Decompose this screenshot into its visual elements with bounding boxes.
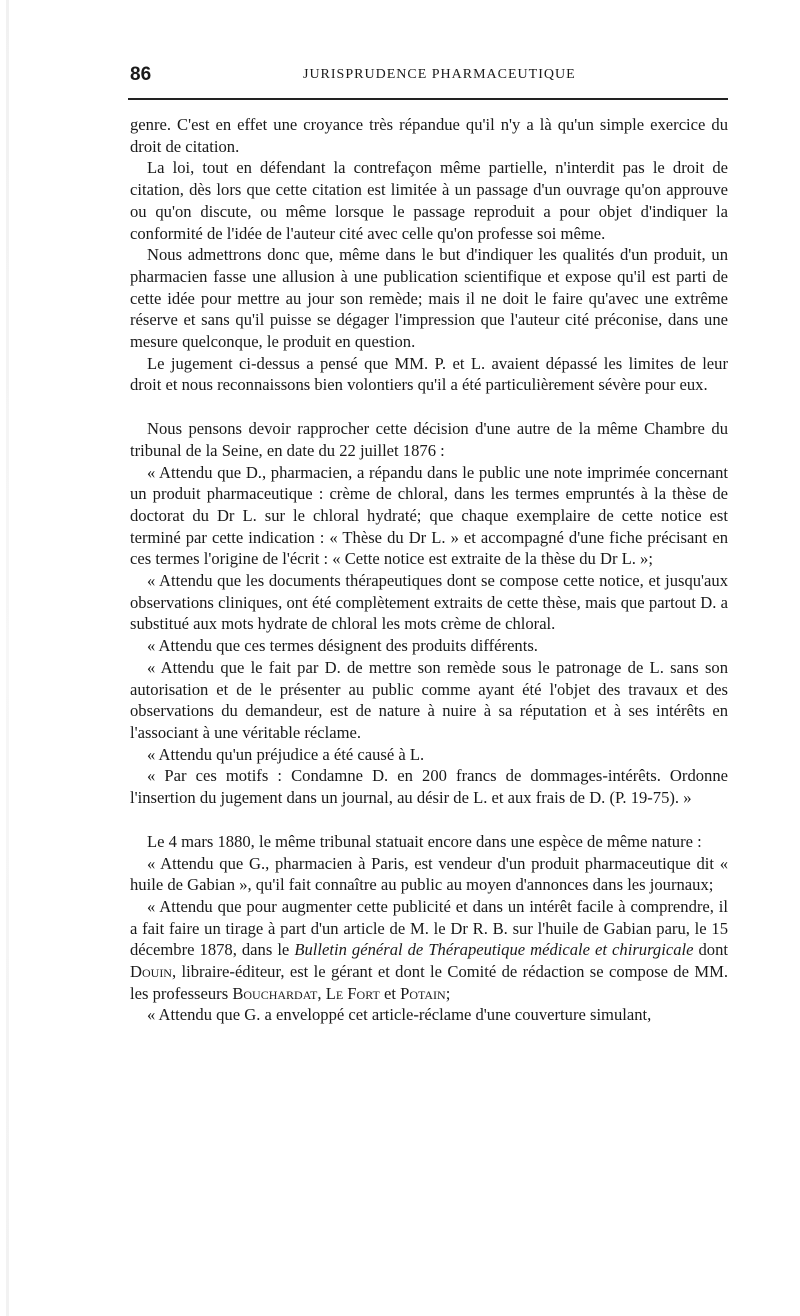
quoted-paragraph: « Attendu que le fait par D. de mettre son remède sous le patronage de L. sans son autorisation et de le présenter au public comme ayant été l'objet des travaux et des observations du demandeur, est de nature à nuire à sa réputation et à ses intérêts en l'associant à une véritable réclame. — [130, 657, 728, 742]
text-run: , libraire-éditeur, est le gérant et dont le Comité de rédaction se compose de MM. les professeurs — [130, 962, 728, 1003]
paragraph: La loi, tout en défendant la contrefaçon même partielle, n'interdit pas le droit de citation, dès lors que cette citation est limitée à un passage d'un ouvrage qu'on approuve ou qu'on discute, ou même lorsque le passage reproduit a pour objet d'indiquer la conformité de l'idée de l'auteur cité avec celle qu'on professe soi même. — [130, 158, 728, 243]
paragraph: genre. C'est en effet une croyance très répandue qu'il n'y a là qu'un simple exercice du droit de citation. — [130, 115, 728, 156]
text-run: et — [379, 983, 401, 1003]
journal-title: Bulletin général de Thérapeutique médicale et chirurgicale — [294, 940, 694, 960]
paragraph: Nous admettrons donc que, même dans le but d'indiquer les qualités d'un produit, un pharmacien fasse une allusion à une publication scientifique et expose qu'il est parti de cette idée pour mettre au jour son remède; mais il ne doit le faire qu'avec une extrême réserve et sans qu'il puisse se dégager l'impression que l'auteur cité préconise, dans une mesure quelconque, le produit en question. — [130, 245, 728, 352]
quoted-paragraph: « Attendu que G. a enveloppé cet article-réclame d'une couverture simulant, — [147, 1005, 652, 1025]
person-name: Bouchardat — [232, 983, 318, 1003]
header-rule — [128, 98, 728, 100]
text-run: « Attendu que pour augmenter cette publicité et dans un intérêt facile à comprendre, il a fait faire un tirage à part d'un article de M. le Dr R. B. sur l'huile de Gabian paru, le 15 décembre 1878, dans le — [130, 896, 728, 960]
page-number: 86 — [130, 64, 152, 85]
paragraph: Nous pensons devoir rapprocher cette décision d'une autre de la même Chambre du tribunal de la Seine, en date du 22 juillet 1876 : — [130, 419, 728, 460]
paragraph: Le jugement ci-dessus a pensé que MM. P. et L. avaient dépassé les limites de leur droit et nous reconnaissons bien volontiers qu'il a été particulièrement sévère pour eux. — [130, 353, 728, 395]
quoted-paragraph: « Attendu que G., pharmacien à Paris, est vendeur d'un produit pharmaceutique dit « huile de Gabian », qu'il fait connaître au public au moyen d'annonces dans les journaux; — [130, 853, 728, 895]
text-run: ; — [445, 983, 451, 1003]
quoted-paragraph: « Par ces motifs : Condamne D. en 200 francs de dommages-intérêts. Ordonne l'insertion du jugement dans un journal, au désir de L. et aux frais de D. (P. 19-75). » — [130, 766, 728, 808]
body-text — [130, 114, 728, 1026]
person-name: Douin — [130, 962, 172, 982]
person-name: Le Fort — [325, 983, 380, 1003]
quoted-paragraph: « Attendu que ces termes désignent des produits différents. — [147, 636, 538, 656]
person-name: Potain — [400, 983, 446, 1003]
page-edge-shadow — [6, 0, 9, 1316]
running-title: JURISPRUDENCE PHARMACEUTIQUE — [303, 67, 576, 82]
quoted-paragraph: « Attendu qu'un préjudice a été causé à L. — [147, 744, 425, 764]
paragraph: Le 4 mars 1880, le même tribunal statuait encore dans une espèce de même nature : — [147, 831, 702, 851]
quoted-paragraph: « Attendu que les documents thérapeutiques dont se compose cette notice, et jusqu'aux observations cliniques, ont été complètement extraits de cette thèse, mais que partout D. a substitué aux mots hydrate de chloral les mots crème de chloral. — [130, 571, 728, 634]
page-header — [128, 64, 728, 90]
quoted-paragraph — [130, 896, 728, 1005]
quoted-paragraph: « Attendu que D., pharmacien, a répandu dans le public une note imprimée concernant un produit pharmaceutique : crème de chloral, dans les termes empruntés à la thèse de doctorat du Dr L. sur le chloral hydraté; que chaque exemplaire de cette notice est terminé par cette indication : « Thèse du Dr L. » et accompagné d'une fiche précisant en ces termes l'origine de l'écrit : « Cette notice est extraite de la thèse du Dr L. »; — [130, 462, 728, 569]
text-run: dont — [693, 940, 729, 960]
text-run: , — [317, 983, 326, 1003]
